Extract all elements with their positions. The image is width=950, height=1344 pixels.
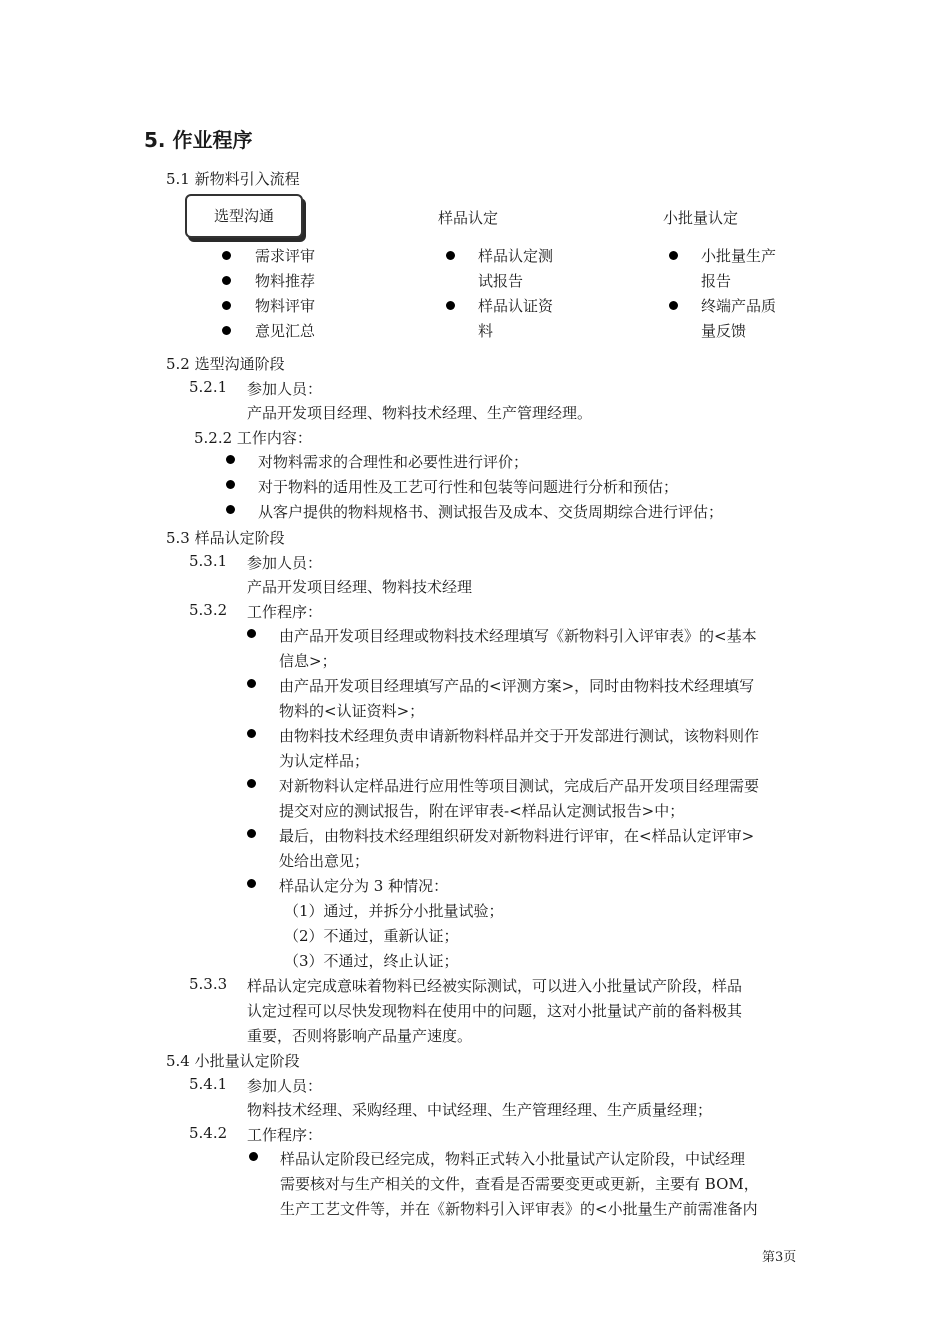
list-item: 对物料需求的合理性和必要性进行评价； <box>258 453 529 471</box>
bullet-icon <box>446 251 455 260</box>
flow-item: 意见汇总 <box>255 322 316 340</box>
section-title: 5. 作业程序 <box>144 128 253 152</box>
flow-item: 小批量生产 <box>701 247 777 265</box>
bullet-icon <box>247 629 256 638</box>
heading-5-2: 5.2 选型沟通阶段 <box>166 355 285 373</box>
flow-item: 量反馈 <box>701 322 747 340</box>
list-item: 信息>； <box>279 652 337 670</box>
case-item: （2）不通过，重新认证； <box>284 927 459 945</box>
subheading-number: 5.3.3 <box>189 975 228 993</box>
subheading-label: 参加人员： <box>247 380 323 398</box>
flow-box-selection: 选型沟通 <box>185 194 303 238</box>
participants-text: 产品开发项目经理、物料技术经理、生产管理经理。 <box>247 404 593 422</box>
heading-5-1: 5.1 新物料引入流程 <box>166 170 300 188</box>
paragraph-line: 生产工艺文件等，并在《新物料引入评审表》的<小批量生产前需准备内 <box>280 1200 758 1218</box>
subheading-number: 5.2.1 <box>189 378 228 396</box>
subheading-5-2-2: 5.2.2 工作内容： <box>194 429 312 447</box>
list-item: 由产品开发项目经理或物料技术经理填写《新物料引入评审表》的<基本 <box>279 627 757 645</box>
bullet-icon <box>222 301 231 310</box>
flow-item: 物料评审 <box>255 297 316 315</box>
bullet-icon <box>247 829 256 838</box>
flow-item: 物料推荐 <box>255 272 316 290</box>
paragraph-line: 样品认定阶段已经完成，物料正式转入小批量试产认定阶段，中试经理 <box>280 1150 746 1168</box>
list-item: 样品认定分为 3 种情况： <box>279 877 449 895</box>
bullet-icon <box>247 779 256 788</box>
list-item: 最后，由物料技术经理组织研发对新物料进行评审，在<样品认定评审> <box>279 827 755 845</box>
bullet-icon <box>247 729 256 738</box>
flow-item: 样品认证资 <box>478 297 554 315</box>
bullet-icon <box>226 480 235 489</box>
subheading-label: 工作程序： <box>247 603 323 621</box>
heading-5-3: 5.3 样品认定阶段 <box>166 529 285 547</box>
flow-item: 料 <box>478 322 494 340</box>
flow-item: 终端产品质 <box>701 297 777 315</box>
list-item: 从客户提供的物料规格书、测试报告及成本、交货周期综合进行评估； <box>258 503 724 521</box>
bullet-icon <box>226 505 235 514</box>
list-item: 对于物料的适用性及工艺可行性和包装等问题进行分析和预估； <box>258 478 679 496</box>
list-item: 由产品开发项目经理填写产品的<评测方案>，同时由物料技术经理填写 <box>279 677 755 695</box>
paragraph-line: 样品认定完成意味着物料已经被实际测试，可以进入小批量试产阶段，样品 <box>247 977 743 995</box>
bullet-icon <box>222 326 231 335</box>
participants-text: 物料技术经理、采购经理、中试经理、生产管理经理、生产质量经理； <box>247 1101 713 1119</box>
bullet-icon <box>226 455 235 464</box>
participants-text: 产品开发项目经理、物料技术经理 <box>247 578 473 596</box>
list-item: 对新物料认定样品进行应用性等项目测试，完成后产品开发项目经理需要 <box>279 777 760 795</box>
bullet-icon <box>222 251 231 260</box>
subheading-label: 参加人员： <box>247 554 323 572</box>
flow-item: 试报告 <box>478 272 524 290</box>
subheading-number: 5.4.1 <box>189 1075 228 1093</box>
subheading-number: 5.3.1 <box>189 552 228 570</box>
list-item: 为认定样品； <box>279 752 370 770</box>
subheading-label: 工作程序： <box>247 1126 323 1144</box>
paragraph-line: 认定过程可以尽快发现物料在使用中的问题，这对小批量试产前的备料极其 <box>247 1002 743 1020</box>
case-item: （3）不通过，终止认证； <box>284 952 459 970</box>
subheading-number: 5.4.2 <box>189 1124 228 1142</box>
subheading-number: 5.3.2 <box>189 601 228 619</box>
bullet-icon <box>249 1152 258 1161</box>
bullet-icon <box>669 251 678 260</box>
bullet-icon <box>446 301 455 310</box>
heading-5-4: 5.4 小批量认定阶段 <box>166 1052 300 1070</box>
bullet-icon <box>247 879 256 888</box>
bullet-icon <box>669 301 678 310</box>
flow-item: 报告 <box>701 272 732 290</box>
flow-item: 需求评审 <box>255 247 316 265</box>
case-item: （1）通过，并拆分小批量试验； <box>284 902 504 920</box>
list-item: 物料的<认证资料>； <box>279 702 425 720</box>
paragraph-line: 需要核对与生产相关的文件，查看是否需要变更或更新，主要有 BOM， <box>280 1175 759 1193</box>
flow-title-sample: 样品认定 <box>438 209 499 227</box>
list-item: 提交对应的测试报告，附在评审表-<样品认定测试报告>中； <box>279 802 685 820</box>
bullet-icon <box>247 679 256 688</box>
paragraph-line: 重要，否则将影响产品量产速度。 <box>247 1027 473 1045</box>
flow-title-small-batch: 小批量认定 <box>663 209 739 227</box>
page-number: 第3页 <box>762 1250 797 1265</box>
subheading-label: 参加人员： <box>247 1077 323 1095</box>
list-item: 由物料技术经理负责申请新物料样品并交于开发部进行测试，该物料则作 <box>279 727 760 745</box>
list-item: 处给出意见； <box>279 852 370 870</box>
bullet-icon <box>222 276 231 285</box>
flow-item: 样品认定测 <box>478 247 554 265</box>
